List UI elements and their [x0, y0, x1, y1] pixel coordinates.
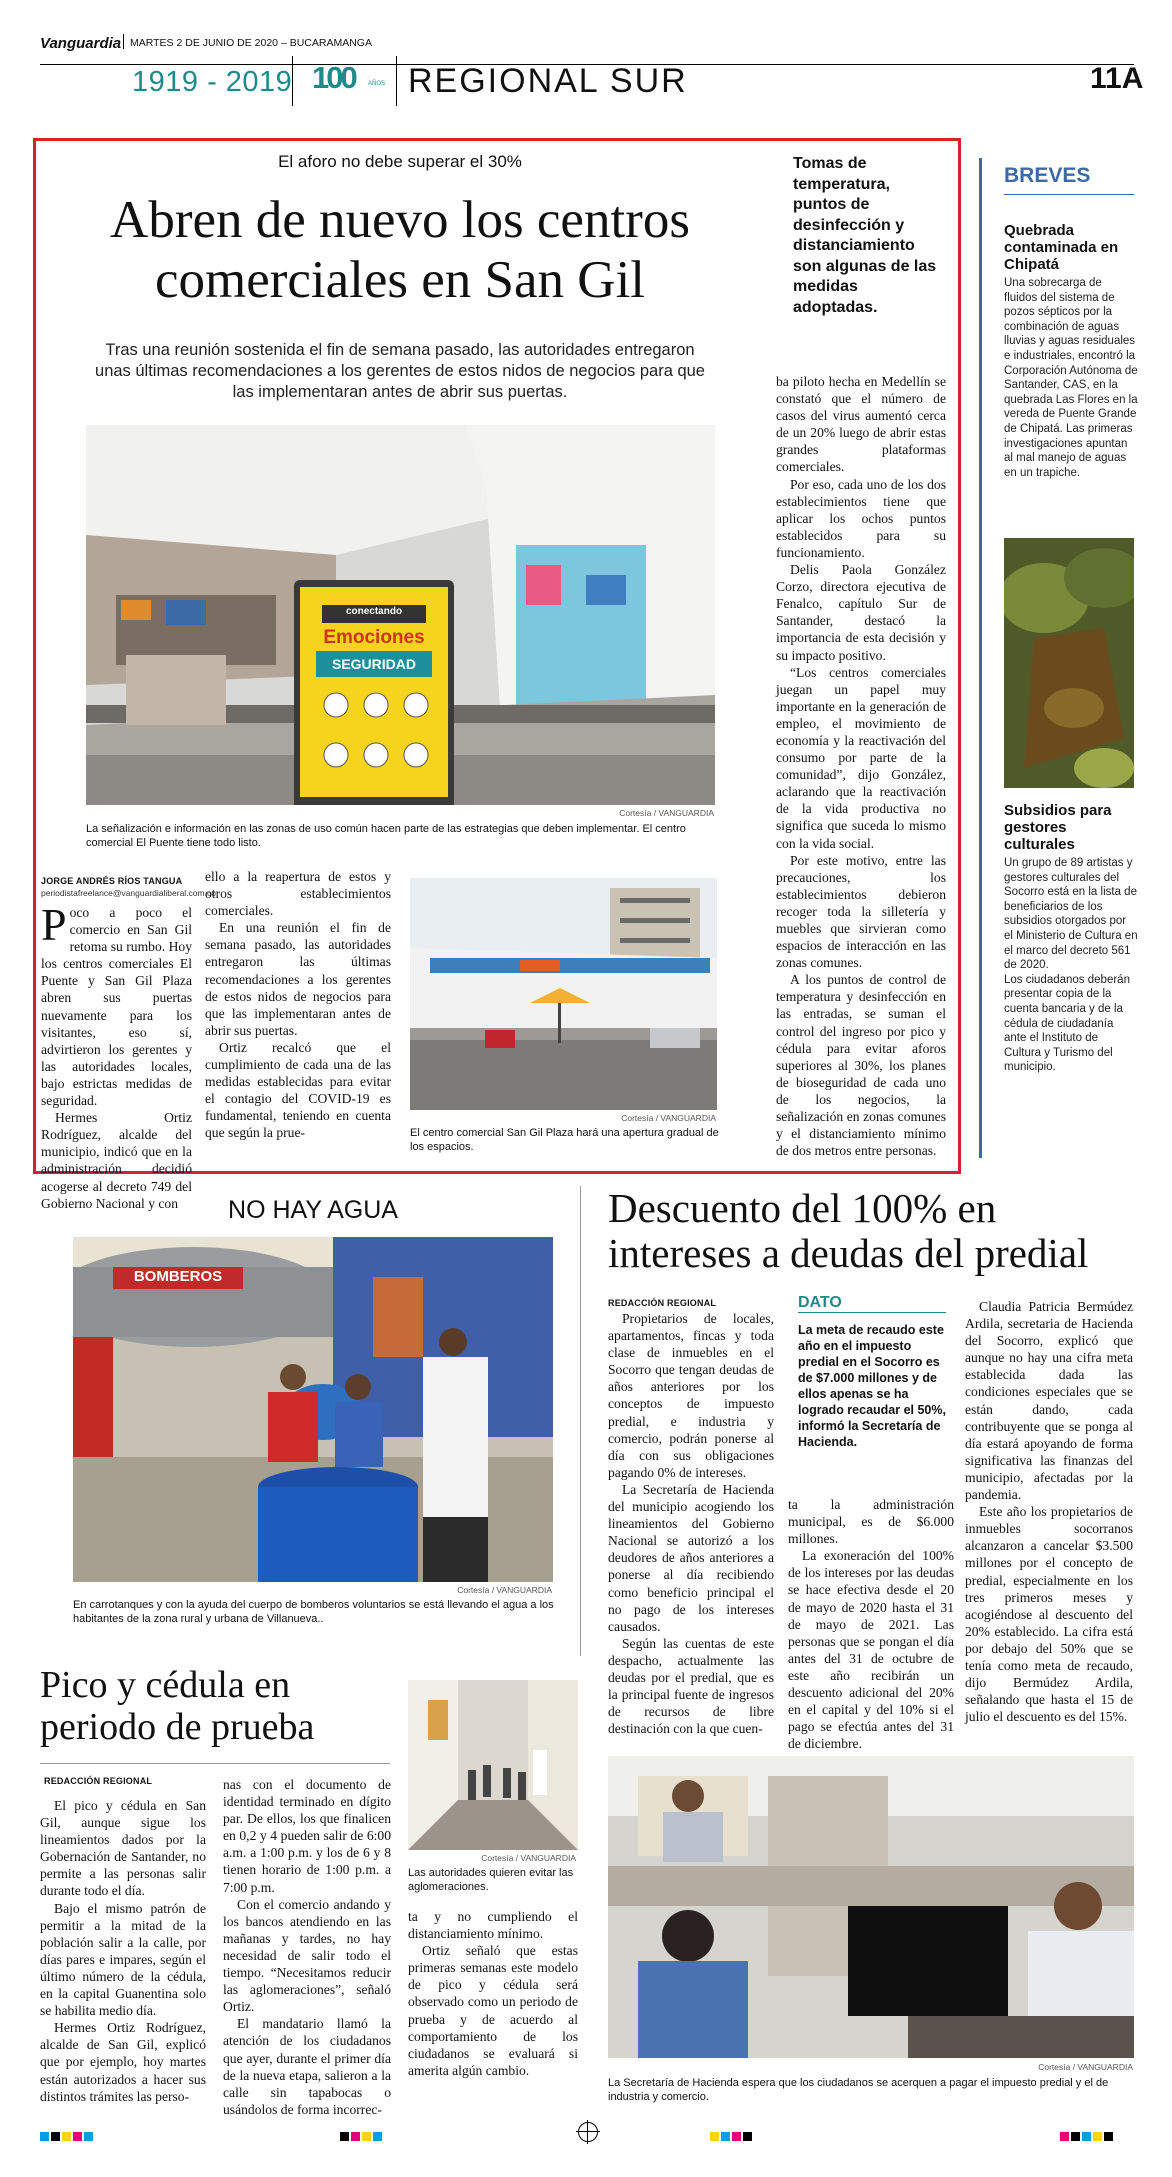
- paragraph: Propietarios de locales, apartamentos, fincas y toda clase de inmuebles en el Socorro que tengan deudas de años anteriores por los conceptos de impuesto predial, e industria y comercio, podrán ponerse al día con sus obligaciones pagando 0% de intereses.: [608, 1311, 774, 1480]
- predial-headline-line: intereses a deudas del predial: [608, 1230, 1089, 1276]
- page-number: 11A: [1090, 62, 1144, 95]
- masthead-strip: [40, 34, 1134, 65]
- water-truck-illustration: [73, 1237, 553, 1582]
- paragraph: Por eso, cada uno de los dos establecimientos tiene que aplicar los ochos puntos establecidos para su funcionamiento.: [776, 476, 946, 560]
- dateline: MARTES 2 DE JUNIO DE 2020 – BUCARAMANGA: [130, 37, 372, 49]
- byline: REDACCIÓN REGIONAL: [44, 1776, 153, 1786]
- pico-headline-line: Pico y cédula en: [40, 1664, 291, 1706]
- truck-label: BOMBEROS: [133, 1268, 223, 1285]
- pico-text-column-2: [223, 1776, 391, 2118]
- paragraph: ta la administración municipal, es de $6.000 millones.: [788, 1497, 954, 1547]
- photo-caption: El centro comercial San Gil Plaza hará una apertura gradual de los espacios.: [410, 1127, 719, 1153]
- breve-title: Quebrada contaminada en Chipatá: [1004, 222, 1119, 273]
- section-title: REGIONAL SUR: [408, 62, 688, 100]
- paragraph: Según las cuentas de este despacho, actualmente las deudas por el predial, que es la principal fuente de ingresos de recursos de libre destinación con la que cuen-: [608, 1635, 774, 1737]
- photo-credit: Cortesía / VANGUARDIA: [457, 1585, 552, 1595]
- drop-cap: P: [41, 899, 67, 950]
- paragraph: Delis Paola González Corzo, directora ejecutiva de Fenalco, capítulo Sur de Santander, destacó la importancia de esta decisión y su impacto positivo.: [776, 562, 946, 663]
- photo-mall-san-gil-plaza: [410, 878, 717, 1110]
- predial-headline: [608, 1186, 1148, 1276]
- sign-text-conectando: conectando: [345, 606, 403, 617]
- predial-headline-line: Descuento del 100% en: [608, 1185, 997, 1231]
- sign-text-emociones: Emociones: [323, 627, 425, 648]
- paragraph: El mandatario llamó la atención de los ciudadanos que ayer, durante el primer día de la nueva etapa, salieron a la calle sin tapabocas o usándolos de forma incorrec-: [223, 2016, 391, 2117]
- paragraph: Con el comercio andando y los bancos atendiendo en las mañanas y tardes, no hay necesidad de salir todo el tiempo. “Necesitamos reducir las aglomeraciones”, señaló Ortiz.: [223, 1896, 391, 2015]
- paragraph: El pico y cédula en San Gil, aunque sigue los lineamientos dados por la Gobernación de Santander, no permite a las personas salir durante todo el día.: [40, 1798, 206, 1899]
- predial-text-column-3: [965, 1298, 1133, 1725]
- paragraph: Bajo el mismo patrón de permitir a la mitad de la población salir a la calle, por días pares e impares, según el último número de la cédula, en la capital Guanentina solo se habilita medio día.: [40, 1900, 206, 2019]
- photo-credit: Cortesía / VANGUARDIA: [621, 1113, 716, 1123]
- paragraph: En una reunión el fin de semana pasado, las autoridades entregaron las últimas recomendaciones a los gerentes de estos nidos de negocios para que las implementaran antes de abrir sus puertas.: [205, 920, 391, 1038]
- photo-credit: Cortesía / VANGUARDIA: [1038, 2062, 1133, 2072]
- byline-email: periodistafreelance@vanguardialiberal.com.co: [41, 888, 216, 898]
- paragraph: ta y no cumpliendo el distanciamiento mínimo.: [408, 1909, 578, 1942]
- dato-text: La meta de recaudo este año en el impuesto predial en el Socorro es de $7.000 millones y de ellos apenas se ha logrado recaudar el 50%, informó la Secretaría de Hacienda.: [798, 1323, 946, 1449]
- masthead-divider: [396, 56, 397, 106]
- pico-text-column-1: [40, 1797, 206, 2105]
- registration-bar: [340, 2128, 384, 2146]
- photo-caption: La Secretaría de Hacienda espera que los ciudadanos se acerquen a pagar el impuesto predial y el de industria y comercio.: [608, 2077, 1109, 2103]
- paragraph-text: oco a poco el comercio en San Gil retoma su rumbo. Hoy los centros comerciales El Puente y San Gil Plaza abren sus puertas nuevamente para los visitantes, eso sí, advirtieron los gerentes y las autoridades locales, bajo estrictas medidas de seguridad.: [41, 905, 192, 1109]
- dato-rule: [798, 1312, 946, 1313]
- paragraph: nas con el documento de identidad terminado en dígito par. De ellos, los que finalicen en 0,2 y 4 pueden salir de 6:00 a.m. a 1:00 p.m. y los de 6 y 8 tienen horario de 1:00 p.m. a 7:00 p.m.: [223, 1777, 391, 1895]
- main-headline: [50, 190, 750, 310]
- photo-street-crowd: [408, 1680, 578, 1850]
- byline: REDACCIÓN REGIONAL: [608, 1298, 717, 1308]
- breves-label: BREVES: [1004, 164, 1091, 187]
- breves-rule: [979, 158, 982, 1158]
- pico-headline: [40, 1664, 380, 1748]
- paragraph: Por este motivo, entre las precauciones, los establecimientos debieron recoger toda la silletería y muebles que sirvieran como espacios de interacción en las zonas comunes.: [776, 852, 946, 971]
- paragraph: [41, 899, 192, 1109]
- agua-title: NO HAY AGUA: [228, 1196, 398, 1224]
- pico-text-column-3: [408, 1908, 578, 2079]
- sign-text-seguridad: SEGURIDAD: [331, 656, 416, 672]
- photo-credit: Cortesía / VANGUARDIA: [619, 808, 714, 818]
- breve-title: Subsidios para gestores culturales: [1004, 802, 1112, 853]
- predial-text-column-2: [788, 1496, 954, 1752]
- plaza-illustration: [410, 878, 717, 1110]
- paragraph: La Secretaría de Hacienda del municipio acogiendo los lineamientos del Gobierno Nacional se autorizó a los deudores de años anteriores a ponerse al día recibiendo como beneficio principal el no pago de los intereses causados.: [608, 1481, 774, 1634]
- byline: JORGE ANDRÉS RÍOS TANGUA: [41, 876, 183, 886]
- paragraph: ba piloto hecha en Medellín se constató que el número de casos del virus aumentó cerca de un 20% luego de abrir estas grandes plataformas comerciales.: [776, 374, 946, 475]
- breve-text: Una sobrecarga de fluidos del sistema de pozos sépticos por la combinación de aguas lluvias y aguas residuales e industriales, encontró la Corporación Autónoma de Santander, CAS, en la quebrada Las Flores en la vereda de Puente Grande de Chipatá. Las primeras investigaciones apuntan al mal manejo de aguas en un trapiche.: [1004, 277, 1138, 479]
- photo-water-truck: [73, 1237, 553, 1582]
- anniversary-word: AÑOS: [368, 81, 386, 87]
- brand-logo: Vanguardia: [40, 35, 122, 52]
- paragraph: Este año los propietarios de inmuebles socorranos alcanzaron a cancelar $3.500 millones por el concepto de predial, especialmente en los tres primeros meses y acogiéndose al descuento del 20% establecido. La cifra está por debajo del 50% que se tenía como meta de recaudo, dijo Bermúdez Ardila, señalando que hasta el 15 de julio el descuento es del 15%.: [965, 1504, 1133, 1725]
- pico-rule: [40, 1763, 390, 1764]
- years-label: 1919 - 2019: [132, 66, 293, 98]
- registration-target-icon: [578, 2122, 598, 2142]
- paragraph: Hermes Ortiz Rodríguez, alcalde de San Gil, explicó que por ejemplo, hoy martes están autorizados a hacer sus distintos trámites las perso-: [40, 2020, 206, 2104]
- breves-divider: [1004, 194, 1134, 195]
- masthead-divider: [123, 34, 124, 49]
- breve-paragraph: Un grupo de 89 artistas y gestores culturales del Socorro está en la lista de beneficiarios de los subsidios otorgados por el Ministerio de Cultura en el marco del decreto 561 de 2020.: [1004, 857, 1138, 972]
- office-illustration: [608, 1756, 1134, 2058]
- dato-label: DATO: [798, 1294, 842, 1311]
- paragraph: ello a la reapertura de estos y otros establecimientos comerciales.: [205, 869, 391, 919]
- sidebar-quote: Tomas de temperatura, puntos de desinfección y distanciamiento son algunas de las medidas adoptadas.: [793, 155, 937, 316]
- paragraph: Hermes Ortiz Rodríguez, alcalde del municipio, indicó que en la administración decidió acogerse al decreto 749 del Gobierno Nacional y con: [41, 1110, 192, 1211]
- anniversary-logo: [312, 60, 386, 100]
- main-text-column-2: [205, 868, 391, 1142]
- predial-text-column-1: [608, 1310, 774, 1737]
- paragraph: Ortiz recalcó que el cumplimiento de cada una de las medidas establecidas para evitar el contagio del COVID-19 es fundamental, teniendo en cuenta que según la prue-: [205, 1039, 391, 1141]
- registration-bar: [40, 2128, 95, 2146]
- main-deck: Tras una reunión sostenida el fin de semana pasado, las autoridades entregaron unas últimas recomendaciones a los gerentes de estos nidos de negocios para que las implementaran antes de abrir sus puertas.: [95, 341, 705, 401]
- street-illustration: [408, 1680, 578, 1850]
- photo-hacienda-office: [608, 1756, 1134, 2058]
- photo-creek: [1004, 538, 1134, 788]
- column-rule: [580, 1186, 581, 1656]
- photo-caption: En carrotanques y con la ayuda del cuerpo de bomberos voluntarios se está llevando el agua a los habitantes de la zona rural y urbana de Villanueva..: [73, 1599, 554, 1625]
- main-headline-line: Abren de nuevo los centros: [110, 191, 690, 249]
- main-text-column-1: [41, 899, 192, 1212]
- main-headline-line: comerciales en San Gil: [154, 251, 646, 309]
- paragraph: La exoneración del 100% de los intereses por las deudas se hace efectiva desde el 20 de mayo de 2020 hasta el 31 de mayo de 2021. Las personas que se pongan el día antes del 31 de octubre de este año recibirán un descuento adicional del 20% en el capital y del 10% si el pago se efectúa antes del 31 de diciembre.: [788, 1548, 954, 1752]
- registration-bar: [1060, 2128, 1115, 2146]
- photo-credit: Cortesía / VANGUARDIA: [481, 1853, 576, 1863]
- paragraph: A los puntos de control de temperatura y desinfección en las entradas, se suman el control del ingreso por pico y cédula para evitar aforos superiores al 30%, los planes de bioseguridad de cada uno de los negocios, la señalización en zonas comunes y el distanciamiento mínimo de dos metros entre personas.: [776, 972, 946, 1159]
- creek-illustration: [1004, 538, 1134, 788]
- paragraph: Claudia Patricia Bermúdez Ardila, secretaria de Hacienda del Socorro, explicó que aunque no hay una cifra meta establecida dada las condiciones especiales que se están dando, cada contribuyente que se ponga al día estará apoyando de forma significativa las finanzas del municipio, afectadas por la pandemia.: [965, 1299, 1133, 1503]
- main-kicker: El aforo no debe superar el 30%: [278, 152, 522, 171]
- anniversary-number: 100: [312, 60, 355, 95]
- paragraph: “Los centros comerciales juegan un papel muy importante en la generación de empleo, el movimiento de economía y la reactivación del consumo por parte de la comunidad”, dijo González, aclarando que la reactivación de la vida productiva no significa que suceda lo mismo con la vida social.: [776, 664, 946, 851]
- photo-caption: La señalización e información en las zonas de uso común hacen parte de las estrategias que deben implementar. El centro comercial El Puente tiene todo listo.: [86, 823, 686, 849]
- main-text-column-3: [776, 373, 946, 1159]
- breve-paragraph: Los ciudadanos deberán presentar copia de la cuenta bancaria y de la cédula de ciudadanía ante el Instituto de Cultura y Turismo del municipio.: [1004, 973, 1130, 1074]
- pico-headline-line: periodo de prueba: [40, 1706, 315, 1748]
- masthead-divider: [292, 56, 293, 106]
- breve-text: [1004, 856, 1138, 1075]
- paragraph: Ortiz señaló que estas primeras semanas este modelo de pico y cédula será observado como un periodo de prueba y de acuerdo al comportamiento de los ciudadanos se evaluará si amerita algún cambio.: [408, 1943, 578, 2078]
- photo-caption: Las autoridades quieren evitar las aglomeraciones.: [408, 1867, 574, 1893]
- photo-mall-el-puente: [86, 425, 715, 805]
- registration-bar: [710, 2128, 754, 2146]
